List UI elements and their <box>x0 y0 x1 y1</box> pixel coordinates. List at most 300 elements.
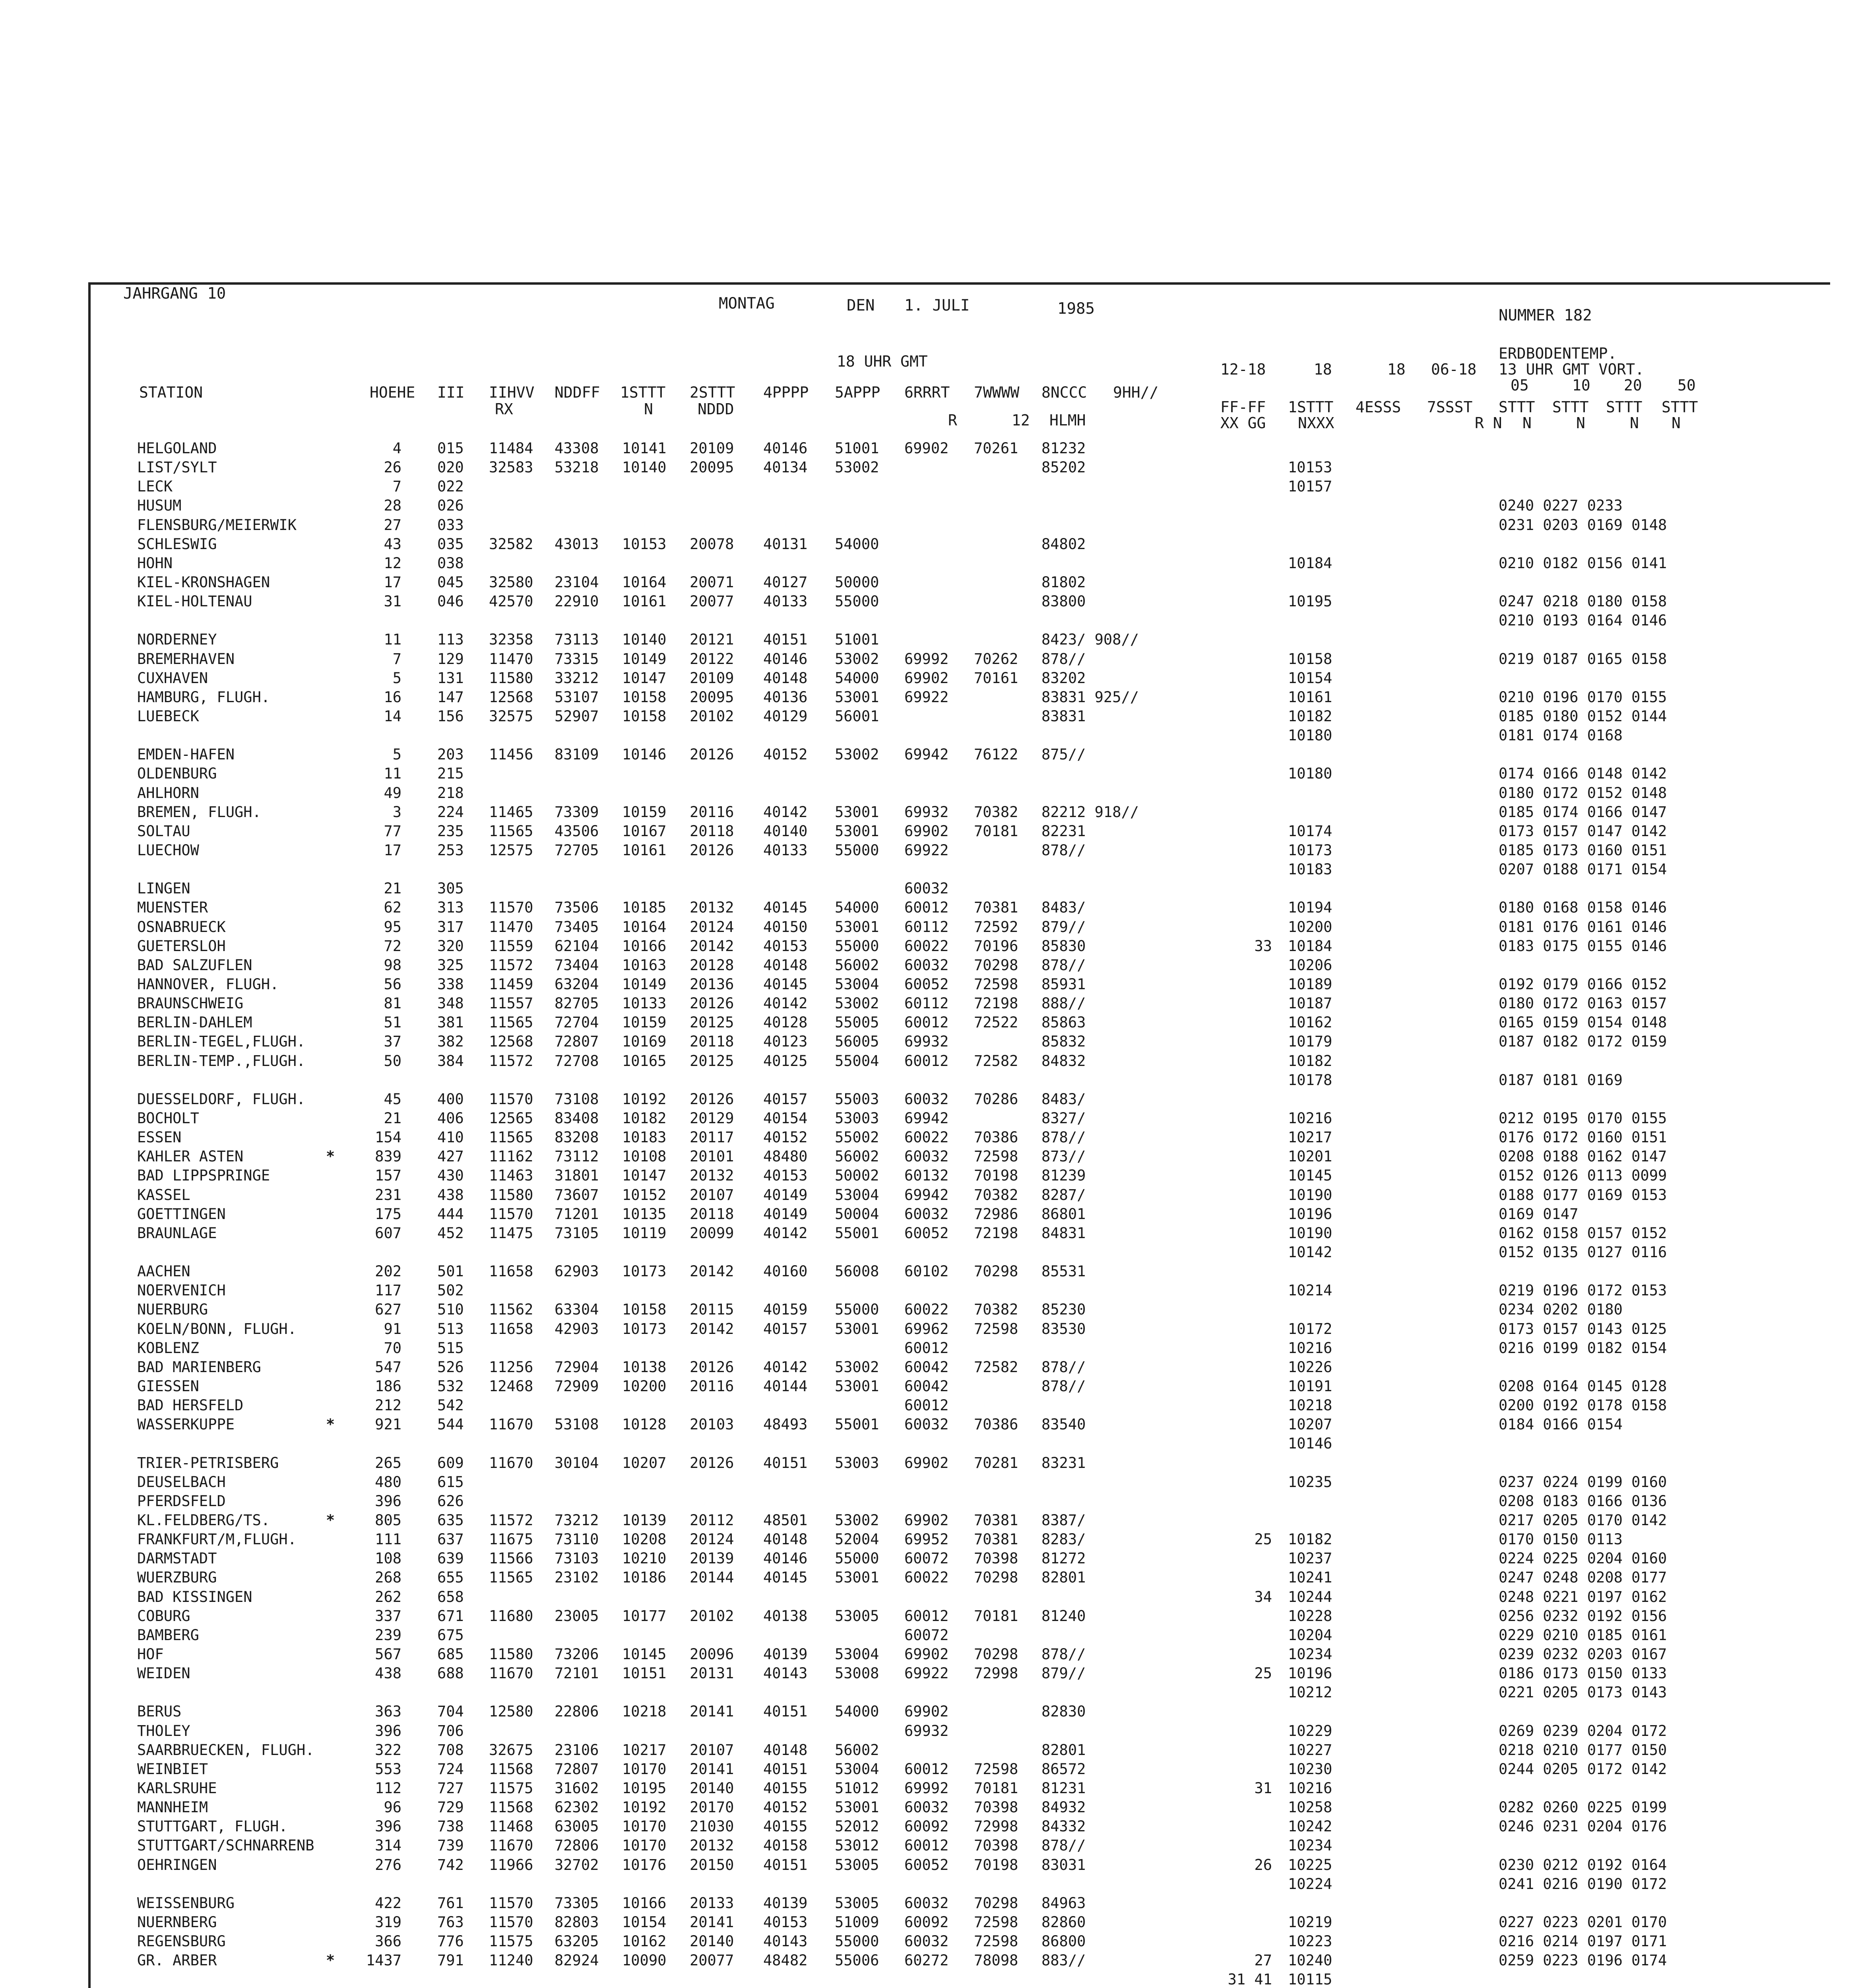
soil-temp-cell: 0247 0218 0180 0158 <box>1499 593 1667 610</box>
iii-cell: 430 <box>437 1167 464 1184</box>
1sttt-cell: 10185 <box>622 899 667 916</box>
table-row <box>0 1130 1852 1145</box>
7wwww-cell: 70398 <box>974 1550 1018 1567</box>
1sttt18-cell: 10242 <box>1288 1818 1332 1835</box>
5appp-cell: 53001 <box>835 1569 879 1586</box>
2sttt-cell: 20124 <box>690 918 734 936</box>
iihvv-cell: 11565 <box>489 1129 533 1146</box>
nddff-cell: 43308 <box>555 440 599 457</box>
5appp-cell: 54000 <box>835 1703 879 1720</box>
col-12-18: 12-18 <box>1220 361 1266 378</box>
6rrrt-cell: 60092 <box>904 1914 949 1931</box>
7wwww-cell: 70181 <box>974 1780 1018 1797</box>
iihvv-cell: 11580 <box>489 1186 533 1204</box>
hoehe-cell: 28 <box>384 497 401 514</box>
5appp-cell: 53001 <box>835 688 879 706</box>
station-name: KAHLER ASTEN <box>137 1148 244 1165</box>
5appp-cell: 53004 <box>835 1186 879 1204</box>
hoehe-cell: 5 <box>392 669 401 687</box>
table-row <box>0 939 1852 953</box>
nddff-cell: 23104 <box>555 574 599 591</box>
station-name: AHLHORN <box>137 784 199 802</box>
station-name: GOETTINGEN <box>137 1205 226 1223</box>
iii-cell: 320 <box>437 937 464 955</box>
6rrrt-cell: 60022 <box>904 937 949 955</box>
ff-ff-cell: 34 <box>1254 1588 1272 1606</box>
iii-cell: 218 <box>437 784 464 802</box>
nddff-cell: 62104 <box>555 937 599 955</box>
iii-cell: 129 <box>437 650 464 668</box>
8nccc-cell: 878// <box>1041 956 1086 974</box>
soil-temp-cell: 0173 0157 0147 0142 <box>1499 822 1667 840</box>
iii-cell: 708 <box>437 1741 464 1759</box>
soil-temp-cell: 0247 0248 0208 0177 <box>1499 1569 1667 1586</box>
nddff-cell: 23106 <box>555 1741 599 1759</box>
table-row <box>0 1494 1852 1508</box>
station-name: STUTTGART/SCHNARRENB <box>137 1837 314 1854</box>
table-row <box>0 1781 1852 1796</box>
1sttt18-cell: 10207 <box>1288 1416 1332 1433</box>
2sttt-cell: 20077 <box>690 593 734 610</box>
table-row <box>0 805 1852 819</box>
1sttt18-cell: 10173 <box>1288 842 1332 859</box>
col-9hh: 9HH// <box>1113 384 1159 401</box>
1sttt18-cell: 10189 <box>1288 976 1332 993</box>
1sttt-cell: 10140 <box>622 631 667 648</box>
nddff-cell: 72806 <box>555 1837 599 1854</box>
6rrrt-cell: 69942 <box>904 1110 949 1127</box>
hoehe-cell: 396 <box>375 1492 401 1510</box>
col-xx-gg: XX GG <box>1220 414 1266 432</box>
soil-temp-cell: 0210 0193 0164 0146 <box>1499 612 1667 629</box>
iihvv-cell: 11658 <box>489 1320 533 1338</box>
hoehe-cell: 11 <box>384 765 401 782</box>
iii-cell: 147 <box>437 688 464 706</box>
table-row <box>0 690 1852 705</box>
2sttt-cell: 20142 <box>690 1263 734 1280</box>
hoehe-cell: 26 <box>384 459 401 476</box>
nddff-cell: 42903 <box>555 1320 599 1338</box>
5appp-cell: 55003 <box>835 1090 879 1108</box>
2sttt-cell: 20121 <box>690 631 734 648</box>
soil-temp-cell: 0187 0182 0172 0159 <box>1499 1033 1667 1050</box>
col-2sttt-n: NDDD <box>698 400 734 418</box>
8nccc-cell: 83831 <box>1041 708 1086 725</box>
station-name: BERLIN-DAHLEM <box>137 1014 252 1031</box>
7wwww-cell: 72582 <box>974 1358 1018 1376</box>
hoehe-cell: 16 <box>384 688 401 706</box>
table-row <box>0 1207 1852 1221</box>
station-name: NORDERNEY <box>137 631 217 648</box>
table-row <box>0 1398 1852 1413</box>
iihvv-cell: 11240 <box>489 1952 533 1969</box>
7wwww-cell: 70161 <box>974 669 1018 687</box>
7wwww-cell: 70181 <box>974 822 1018 840</box>
soil-temp-cell: 0244 0205 0172 0142 <box>1499 1760 1667 1778</box>
hoehe-cell: 268 <box>375 1569 401 1586</box>
iii-cell: 626 <box>437 1492 464 1510</box>
nddff-cell: 72704 <box>555 1014 599 1031</box>
1sttt18-cell: 10234 <box>1288 1837 1332 1854</box>
soil-temp-cell: 0192 0179 0166 0152 <box>1499 976 1667 993</box>
iihvv-cell: 11470 <box>489 650 533 668</box>
col-nddff: NDDFF <box>555 384 600 401</box>
col-sttt-50: STTT <box>1662 398 1698 416</box>
1sttt18-cell: 10234 <box>1288 1646 1332 1663</box>
8nccc-cell: 81231 <box>1041 1780 1086 1797</box>
7wwww-cell: 70382 <box>974 1186 1018 1204</box>
7wwww-cell: 70398 <box>974 1799 1018 1816</box>
5appp-cell: 50000 <box>835 574 879 591</box>
4pppp-cell: 40142 <box>763 995 808 1012</box>
7wwww-cell: 70386 <box>974 1129 1018 1146</box>
2sttt-cell: 20144 <box>690 1569 734 1586</box>
6rrrt-cell: 60112 <box>904 918 949 936</box>
table-row <box>0 1188 1852 1202</box>
station-name: KIEL-KRONSHAGEN <box>137 574 270 591</box>
soil-temp-cell: 0237 0224 0199 0160 <box>1499 1473 1667 1491</box>
5appp-cell: 53004 <box>835 1646 879 1663</box>
iihvv-cell: 11572 <box>489 1052 533 1070</box>
iii-cell: 739 <box>437 1837 464 1854</box>
table-row <box>0 1303 1852 1317</box>
4pppp-cell: 40151 <box>763 1856 808 1873</box>
6rrrt-cell: 69922 <box>904 688 949 706</box>
1sttt18-cell: 10153 <box>1288 459 1332 476</box>
1sttt18-cell: 10206 <box>1288 956 1332 974</box>
table-row <box>0 824 1852 839</box>
8nccc-cell: 84831 <box>1041 1224 1086 1242</box>
iihvv-cell: 11680 <box>489 1607 533 1625</box>
hoehe-cell: 108 <box>375 1550 401 1567</box>
2sttt-cell: 20139 <box>690 1550 734 1567</box>
soil-temp-cell: 0248 0221 0197 0162 <box>1499 1588 1667 1606</box>
6rrrt-cell: 60092 <box>904 1818 949 1835</box>
5appp-cell: 50002 <box>835 1167 879 1184</box>
5appp-cell: 56001 <box>835 708 879 725</box>
iii-cell: 724 <box>437 1760 464 1778</box>
2sttt-cell: 20126 <box>690 1358 734 1376</box>
1sttt-cell: 10163 <box>622 956 667 974</box>
1sttt-cell: 10167 <box>622 822 667 840</box>
8nccc-cell: 81232 <box>1041 440 1086 457</box>
1sttt-cell: 10149 <box>622 650 667 668</box>
nddff-cell: 83208 <box>555 1129 599 1146</box>
1sttt18-cell: 10184 <box>1288 554 1332 572</box>
6rrrt-cell: 69932 <box>904 1033 949 1050</box>
2sttt-cell: 20140 <box>690 1780 734 1797</box>
hoehe-cell: 547 <box>375 1358 401 1376</box>
1sttt-cell: 10147 <box>622 669 667 687</box>
soil-temp-heading: ERDBODENTEMP. <box>1499 345 1617 362</box>
iihvv-cell: 11559 <box>489 937 533 955</box>
table-row <box>0 613 1852 628</box>
col-6rrrt: 6RRRT <box>904 384 950 401</box>
8nccc-cell: 8327/ <box>1041 1110 1086 1127</box>
4pppp-cell: 40123 <box>763 1033 808 1050</box>
soil-temp-cell: 0217 0205 0170 0142 <box>1499 1512 1667 1529</box>
4pppp-cell: 40158 <box>763 1837 808 1854</box>
1sttt-cell: 10159 <box>622 803 667 821</box>
iihvv-cell: 32675 <box>489 1741 533 1759</box>
station-name: HELGOLAND <box>137 440 217 457</box>
hoehe-cell: 77 <box>384 822 401 840</box>
2sttt-cell: 21030 <box>690 1818 734 1835</box>
station-name: KIEL-HOLTENAU <box>137 593 252 610</box>
5appp-cell: 53004 <box>835 1760 879 1778</box>
1sttt18-cell: 10201 <box>1288 1148 1332 1165</box>
1sttt-cell: 10192 <box>622 1799 667 1816</box>
station-name: GIESSEN <box>137 1378 199 1395</box>
1sttt18-cell: 10228 <box>1288 1607 1332 1625</box>
col-8nccc-h: HLMH <box>1049 412 1086 429</box>
2sttt-cell: 20136 <box>690 976 734 993</box>
soil-temp-cell: 0169 0147 <box>1499 1205 1579 1223</box>
soil-temp-cell: 0227 0223 0201 0170 <box>1499 1914 1667 1931</box>
iihvv-cell: 11675 <box>489 1531 533 1548</box>
station-name: OEHRINGEN <box>137 1856 217 1873</box>
1sttt-cell: 10138 <box>622 1358 667 1376</box>
table-row <box>0 996 1852 1011</box>
1sttt-cell: 10173 <box>622 1320 667 1338</box>
table-row <box>0 1953 1852 1968</box>
nddff-cell: 73212 <box>555 1512 599 1529</box>
5appp-cell: 53001 <box>835 918 879 936</box>
station-name: WEINBIET <box>137 1760 208 1778</box>
table-row <box>0 1417 1852 1432</box>
1sttt18-cell: 10223 <box>1288 1933 1332 1950</box>
soil-temp-cell: 0170 0150 0113 <box>1499 1531 1623 1548</box>
issue-number: NUMMER 182 <box>1499 307 1592 324</box>
col-sttt-05: STTT <box>1499 398 1535 416</box>
7wwww-cell: 70298 <box>974 1894 1018 1912</box>
nddff-cell: 43013 <box>555 535 599 553</box>
col-5appp: 5APPP <box>835 384 880 401</box>
5appp-cell: 56002 <box>835 1148 879 1165</box>
4pppp-cell: 40134 <box>763 459 808 476</box>
hoehe-cell: 5 <box>392 746 401 763</box>
station-name: WEIDEN <box>137 1665 190 1682</box>
iihvv-cell: 11562 <box>489 1301 533 1318</box>
soil-temp-cell: 0208 0183 0166 0136 <box>1499 1492 1667 1510</box>
7wwww-cell: 70286 <box>974 1090 1018 1108</box>
iii-cell: 253 <box>437 842 464 859</box>
iii-cell: 727 <box>437 1780 464 1797</box>
iii-cell: 384 <box>437 1052 464 1070</box>
station-name: BAD LIPPSPRINGE <box>137 1167 270 1184</box>
4pppp-cell: 40144 <box>763 1378 808 1395</box>
6rrrt-cell: 60132 <box>904 1167 949 1184</box>
1sttt-cell: 10218 <box>622 1703 667 1720</box>
iihvv-cell: 11568 <box>489 1760 533 1778</box>
4pppp-cell: 40151 <box>763 1454 808 1472</box>
6rrrt-cell: 60102 <box>904 1263 949 1280</box>
6rrrt-cell: 69932 <box>904 803 949 821</box>
iihvv-cell: 42570 <box>489 593 533 610</box>
1sttt18-cell: 10244 <box>1288 1588 1332 1606</box>
col-8nccc: 8NCCC <box>1041 384 1087 401</box>
7wwww-cell: 70298 <box>974 1569 1018 1586</box>
5appp-cell: 53008 <box>835 1665 879 1682</box>
station-name: BRAUNSCHWEIG <box>137 995 244 1012</box>
iii-cell: 615 <box>437 1473 464 1491</box>
nddff-cell: 32702 <box>555 1856 599 1873</box>
iii-cell: 655 <box>437 1569 464 1586</box>
nddff-cell: 72904 <box>555 1358 599 1376</box>
soil-temp-cell: 0181 0176 0161 0146 <box>1499 918 1667 936</box>
2sttt-cell: 20142 <box>690 937 734 955</box>
7wwww-cell: 72522 <box>974 1014 1018 1031</box>
soil-temp-cell: 0186 0173 0150 0133 <box>1499 1665 1667 1682</box>
6rrrt-cell: 60012 <box>904 1760 949 1778</box>
station-name: SOLTAU <box>137 822 190 840</box>
hoehe-cell: 553 <box>375 1760 401 1778</box>
hoehe-cell: 396 <box>375 1818 401 1835</box>
soil-temp-cell: 0180 0172 0163 0157 <box>1499 995 1667 1012</box>
hour13-heading: 13 UHR GMT VORT. <box>1499 361 1644 378</box>
iii-cell: 224 <box>437 803 464 821</box>
soil-temp-cell: 0185 0180 0152 0144 <box>1499 708 1667 725</box>
hoehe-cell: 62 <box>384 899 401 916</box>
5appp-cell: 55001 <box>835 1416 879 1433</box>
station-name: KARLSRUHE <box>137 1780 217 1797</box>
hoehe-cell: 37 <box>384 1033 401 1050</box>
1sttt-cell: 10182 <box>622 1110 667 1127</box>
4pppp-cell: 40151 <box>763 1703 808 1720</box>
col-1sttt-18: 1STTT <box>1288 398 1334 416</box>
1sttt-cell: 10195 <box>622 1780 667 1797</box>
table-row <box>0 1877 1852 1891</box>
6rrrt-cell: 60022 <box>904 1129 949 1146</box>
station-name: TRIER-PETRISBERG <box>137 1454 279 1472</box>
6rrrt-cell: 69992 <box>904 1780 949 1797</box>
iii-cell: 742 <box>437 1856 464 1873</box>
4pppp-cell: 40151 <box>763 1760 808 1778</box>
6rrrt-cell: 60012 <box>904 899 949 916</box>
soil-temp-cell: 0210 0182 0156 0141 <box>1499 554 1667 572</box>
1sttt18-cell: 10194 <box>1288 899 1332 916</box>
6rrrt-cell: 60032 <box>904 1148 949 1165</box>
7wwww-cell: 70298 <box>974 1263 1018 1280</box>
station-name: BERLIN-TEGEL,FLUGH. <box>137 1033 306 1050</box>
iihvv-cell: 12568 <box>489 1033 533 1050</box>
1sttt18-cell: 10146 <box>1288 1435 1332 1452</box>
table-row <box>0 652 1852 666</box>
2sttt-cell: 20118 <box>690 1205 734 1223</box>
6rrrt-cell: 60022 <box>904 1569 949 1586</box>
6rrrt-cell: 69942 <box>904 1186 949 1204</box>
7wwww-cell: 72582 <box>974 1052 1018 1070</box>
nddff-cell: 73506 <box>555 899 599 916</box>
1sttt18-cell: 10212 <box>1288 1684 1332 1701</box>
1sttt-cell: 10164 <box>622 574 667 591</box>
1sttt-cell: 10135 <box>622 1205 667 1223</box>
iihvv-cell: 11162 <box>489 1148 533 1165</box>
iii-cell: 513 <box>437 1320 464 1338</box>
5appp-cell: 53002 <box>835 995 879 1012</box>
7wwww-cell: 72598 <box>974 1320 1018 1338</box>
table-row <box>0 1571 1852 1585</box>
col-6rrrt-r: R <box>948 412 957 429</box>
soil-temp-cell: 0184 0166 0154 <box>1499 1416 1623 1433</box>
1sttt-cell: 10170 <box>622 1837 667 1854</box>
table-row <box>0 480 1852 494</box>
iii-cell: 501 <box>437 1263 464 1280</box>
hoehe-cell: 56 <box>384 976 401 993</box>
iii-cell: 675 <box>437 1626 464 1644</box>
table-row <box>0 728 1852 743</box>
station-name: BREMERHAVEN <box>137 650 235 668</box>
7wwww-cell: 70381 <box>974 1531 1018 1548</box>
2sttt-cell: 20078 <box>690 535 734 553</box>
6rrrt-cell: 60032 <box>904 1799 949 1816</box>
soil-temp-cell: 0207 0188 0171 0154 <box>1499 861 1667 878</box>
8nccc-cell: 879// <box>1041 1665 1086 1682</box>
iihvv-cell: 11570 <box>489 1205 533 1223</box>
4pppp-cell: 40148 <box>763 956 808 974</box>
iii-cell: 438 <box>437 1186 464 1204</box>
col-06-18: 06-18 <box>1431 361 1477 378</box>
5appp-cell: 52004 <box>835 1531 879 1548</box>
4pppp-cell: 40148 <box>763 669 808 687</box>
6rrrt-cell: 60032 <box>904 1090 949 1108</box>
station-name: KASSEL <box>137 1186 190 1204</box>
table-row <box>0 1283 1852 1298</box>
1sttt-cell: 10161 <box>622 842 667 859</box>
hoehe-cell: 81 <box>384 995 401 1012</box>
table-row <box>0 1551 1852 1566</box>
2sttt-cell: 20125 <box>690 1052 734 1070</box>
nddff-cell: 72807 <box>555 1760 599 1778</box>
2sttt-cell: 20131 <box>690 1665 734 1682</box>
7wwww-cell: 70381 <box>974 899 1018 916</box>
8nccc-cell: 878// <box>1041 842 1086 859</box>
6rrrt-cell: 60012 <box>904 1607 949 1625</box>
4pppp-cell: 40160 <box>763 1263 808 1280</box>
iihvv-cell: 12568 <box>489 688 533 706</box>
iii-cell: 026 <box>437 497 464 514</box>
2sttt-cell: 20126 <box>690 1090 734 1108</box>
4pppp-cell: 40125 <box>763 1052 808 1070</box>
4pppp-cell: 40129 <box>763 708 808 725</box>
iii-cell: 688 <box>437 1665 464 1682</box>
1sttt-cell: 10207 <box>622 1454 667 1472</box>
iii-cell: 131 <box>437 669 464 687</box>
nddff-cell: 53108 <box>555 1416 599 1433</box>
4pppp-cell: 40133 <box>763 593 808 610</box>
4pppp-cell: 48480 <box>763 1148 808 1165</box>
5appp-cell: 53005 <box>835 1894 879 1912</box>
4pppp-cell: 40145 <box>763 899 808 916</box>
5appp-cell: 53001 <box>835 822 879 840</box>
4pppp-cell: 40140 <box>763 822 808 840</box>
7wwww-cell: 70382 <box>974 1301 1018 1318</box>
2sttt-cell: 20095 <box>690 459 734 476</box>
1sttt-cell: 10151 <box>622 1665 667 1682</box>
iihvv-cell: 11484 <box>489 440 533 457</box>
iii-cell: 791 <box>437 1952 464 1969</box>
iii-cell: 729 <box>437 1799 464 1816</box>
7wwww-cell: 70298 <box>974 1646 1018 1663</box>
1sttt18-cell: 10172 <box>1288 1320 1332 1338</box>
nddff-cell: 31602 <box>555 1780 599 1797</box>
hoehe-cell: 231 <box>375 1186 401 1204</box>
1sttt18-cell: 10229 <box>1288 1722 1332 1740</box>
7wwww-cell: 70398 <box>974 1837 1018 1854</box>
iii-cell: 046 <box>437 593 464 610</box>
hoehe-cell: 314 <box>375 1837 401 1854</box>
2sttt-cell: 20112 <box>690 1512 734 1529</box>
